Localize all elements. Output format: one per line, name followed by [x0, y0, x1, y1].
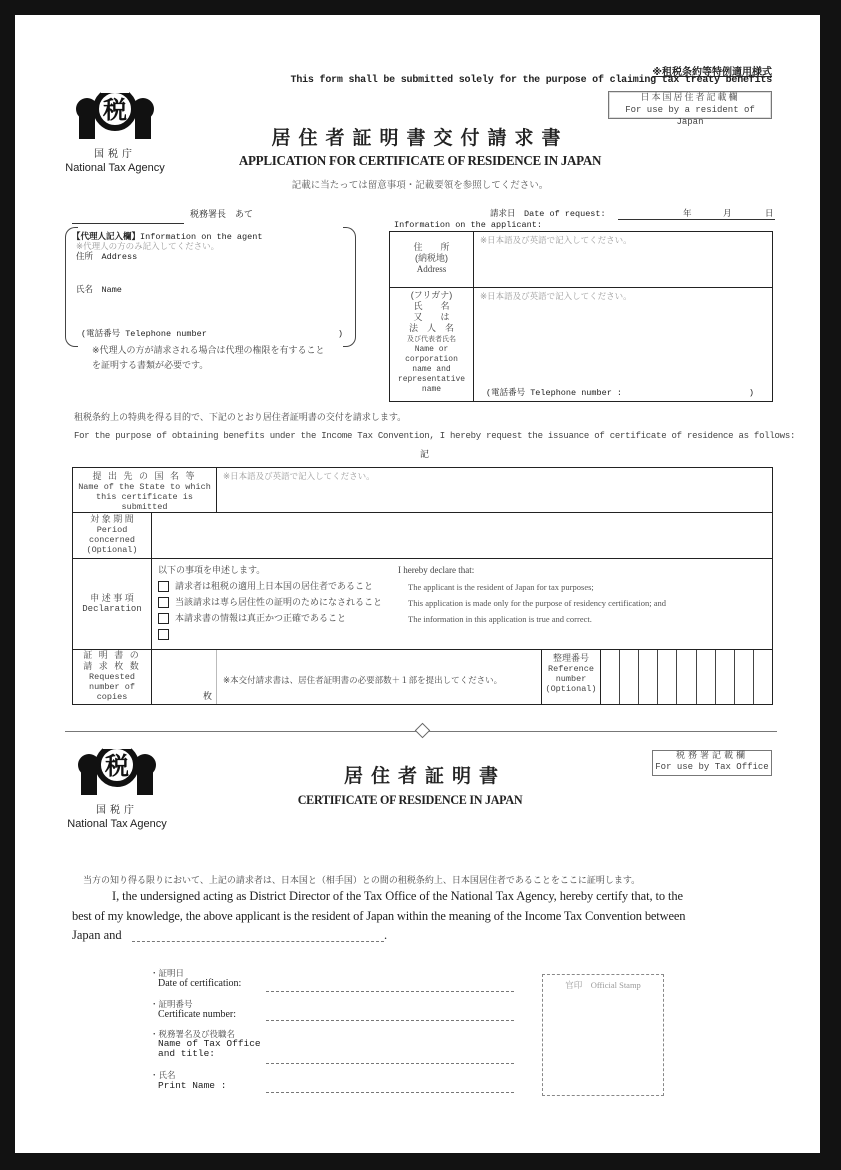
- request-date-label: 請求日 Date of request:: [490, 209, 606, 219]
- agent-phone-close: ): [337, 329, 343, 339]
- label-line: corporation: [405, 355, 458, 364]
- label-line: number of: [89, 682, 135, 692]
- applicant-address-hint: ※日本語及び英語で記入してください。: [480, 235, 632, 245]
- period-mark: .: [384, 928, 388, 942]
- addressee-suffix: 税務署長 あて: [190, 209, 254, 219]
- logo-en-text: National Tax Agency: [67, 818, 167, 830]
- nta-logo-icon: [75, 739, 159, 797]
- reference-digit-cell[interactable]: [601, 650, 620, 704]
- applicant-name-label: [390, 288, 474, 402]
- state-hint: ※日本語及び英語で記入してください。: [223, 471, 375, 481]
- label-line: 申 述 事 項: [90, 593, 134, 603]
- print-name-field[interactable]: [266, 1091, 514, 1093]
- certificate-statement-jp: 当方の知り得る限りにおいて、上記の請求者は、日本国と（相手国）との間の租税条約上、日本国居住者であることをここに証明します。: [83, 875, 641, 885]
- copies-field[interactable]: [152, 650, 217, 705]
- title-en: APPLICATION FOR CERTIFICATE OF RESIDENCE IN JAPAN: [238, 154, 602, 169]
- label-line: copies: [96, 692, 128, 702]
- declaration-item: [158, 613, 766, 629]
- reference-digit-cell[interactable]: [697, 650, 716, 704]
- cert-field-en: Name of Tax Office: [158, 1038, 261, 1049]
- applicant-table: [389, 231, 773, 402]
- agent-address-field[interactable]: [76, 252, 336, 280]
- applicant-phone-label: (電話番号 Telephone number :: [486, 388, 623, 398]
- agent-authority-note-2: を証明する書類が必要です。: [92, 360, 209, 370]
- agent-address-label: 住所 Address: [76, 252, 138, 262]
- label-line: 証 明 書 の: [83, 650, 141, 660]
- period-field[interactable]: [152, 513, 773, 559]
- tax-office-name-field[interactable]: [72, 213, 184, 224]
- official-stamp-box: [542, 974, 664, 1096]
- applicant-name-field[interactable]: [474, 288, 773, 402]
- cert-field-en: Print Name :: [158, 1080, 227, 1091]
- tax-office-use-box: [652, 750, 772, 776]
- certificate-title-jp: 居住者証明書: [343, 766, 506, 787]
- certificate-statement-en-3: Japan and: [72, 928, 122, 942]
- certificate-number-field[interactable]: [266, 1019, 514, 1021]
- declaration-intro-en: I hereby declare that:: [398, 565, 475, 575]
- request-date-day: 日: [765, 209, 774, 219]
- declaration-field: [152, 559, 773, 650]
- declaration-checkbox[interactable]: [158, 597, 169, 608]
- reference-digit-cell[interactable]: [639, 650, 658, 704]
- request-statement-en: For the purpose of obtaining benefits under the Income Tax Convention, I hereby request the issuance of certificate of residence as follows:: [74, 431, 796, 441]
- instructions-note: 記載に当たっては留意事項・記載要領を参照してください。: [291, 180, 549, 191]
- label-line: 又 は: [413, 312, 450, 322]
- label-line: (Optional): [86, 545, 138, 555]
- label-line: Name or: [414, 345, 449, 354]
- cert-field-number: [150, 999, 236, 1020]
- label-line: Declaration: [82, 604, 142, 614]
- logo-glyph: 税: [105, 752, 129, 780]
- cert-field-jp: ・税務署名及び役職名: [150, 1029, 236, 1039]
- treaty-notice: This form shall be submitted solely for the purpose of claiming tax treaty benefits: [290, 75, 772, 86]
- treaty-country-field[interactable]: [132, 940, 384, 942]
- date-of-certification-field[interactable]: [266, 990, 514, 992]
- declaration-item-en: This application is made only for the purpose of residency certification; and: [408, 598, 666, 608]
- copies-unit: 枚: [202, 691, 212, 701]
- nta-logo-certificate: [67, 739, 167, 830]
- resident-use-box-jp: 日本国居住者記載欄: [640, 93, 740, 103]
- reference-digit-cell[interactable]: [735, 650, 754, 704]
- form-page: [15, 15, 820, 1153]
- request-date: [490, 209, 775, 219]
- logo-glyph: 税: [103, 96, 127, 124]
- request-date-month: 月: [723, 209, 732, 219]
- reference-digit-cell[interactable]: [754, 650, 772, 704]
- label-line: 請 求 枚 数: [83, 661, 141, 671]
- declaration-intro-jp: 以下の事項を申述します。: [158, 565, 266, 575]
- declaration-item-en: The applicant is the resident of Japan for tax purposes;: [408, 582, 594, 592]
- logo-en-text: National Tax Agency: [65, 162, 165, 174]
- agent-authority-note-1: ※代理人の方が請求される場合は代理の権限を有すること: [92, 345, 325, 355]
- declaration-checkbox[interactable]: [158, 581, 169, 592]
- label-line: 提 出 先 の 国 名 等: [92, 471, 197, 481]
- label-line: 及び代表者氏名: [407, 336, 456, 343]
- reference-number-field[interactable]: [601, 650, 773, 705]
- certificate-statement-en-1: I, the undersigned acting as District Director of the Tax Office of the National Tax Agency, hereby certify that, to the: [112, 889, 684, 903]
- agent-phone-label: (電話番号 Telephone number: [81, 329, 207, 339]
- agent-heading-jp: 【代理人記入欄】: [72, 231, 141, 241]
- label-line: (フリガナ): [410, 290, 453, 300]
- state-field[interactable]: [217, 468, 773, 513]
- declaration-item: [158, 597, 766, 613]
- label-line: Name of the State to which: [78, 482, 211, 492]
- request-statement-jp: 租税条約上の特典を得る目的で、下記のとおり居住者証明書の交付を請求します。: [74, 412, 407, 422]
- copies-label: [73, 650, 152, 705]
- label-line: Period: [96, 525, 128, 535]
- details-table: [72, 467, 773, 705]
- agent-bracket-right: [343, 227, 356, 347]
- cert-field-jp: ・証明番号: [150, 999, 193, 1009]
- request-date-year: 年: [683, 209, 692, 219]
- official-stamp-label: 官印 Official Stamp: [565, 980, 641, 990]
- reference-digit-cell[interactable]: [677, 650, 696, 704]
- agent-phone-field[interactable]: [81, 329, 343, 339]
- agent-heading-en: Information on the agent: [140, 232, 263, 242]
- label-line: Reference: [548, 664, 594, 674]
- declaration-item: [158, 629, 766, 643]
- title-jp: 居住者証明書交付請求書: [271, 128, 569, 149]
- declaration-item-jp: 請求者は租税の適用上日本国の居住者であること: [175, 581, 374, 591]
- label-line: name: [421, 385, 442, 394]
- nta-logo-icon: [73, 83, 157, 141]
- form-type-label: ※租税条約等特例適用様式: [652, 67, 772, 78]
- resident-use-box: [608, 91, 772, 127]
- cert-field-en2: and title:: [158, 1048, 216, 1059]
- label-line: 法 人 名: [408, 323, 454, 333]
- label-line: Requested: [89, 672, 135, 682]
- agent-name-field[interactable]: [76, 285, 336, 325]
- certificate-statement-en-2: best of my knowledge, the above applicant is the resident of Japan within the meaning of the Income Tax Convention between: [72, 909, 686, 923]
- label-line: 住 所: [413, 242, 450, 252]
- reference-label: [542, 650, 601, 705]
- period-label: [73, 513, 152, 559]
- ki-mark: 記: [420, 449, 430, 459]
- label-line: 氏 名: [413, 301, 450, 311]
- declaration-label: [73, 559, 152, 650]
- applicant-heading: Information on the applicant:: [394, 220, 542, 230]
- label-line: this certificate is submitted: [96, 492, 193, 512]
- label-line: concerned: [89, 535, 135, 545]
- tax-office-use-en: For use by Tax Office: [655, 762, 769, 772]
- reference-digit-cell[interactable]: [716, 650, 735, 704]
- logo-jp-text: 国税庁: [94, 149, 136, 160]
- applicant-address-field[interactable]: [474, 232, 773, 288]
- reference-digits: [601, 650, 772, 704]
- cert-field-date: [150, 968, 241, 989]
- cert-field-en: Certificate number:: [158, 1009, 237, 1020]
- cert-field-jp: ・氏名: [150, 1070, 176, 1080]
- tax-office-title-field[interactable]: [266, 1062, 514, 1064]
- divider-diamond-icon: [415, 723, 431, 739]
- declaration-checkbox[interactable]: [158, 613, 169, 624]
- applicant-phone-close: ): [748, 388, 754, 398]
- declaration-item: [158, 581, 766, 597]
- copies-note-cell: [217, 650, 542, 705]
- state-label: [73, 468, 217, 513]
- label-line: (Optional): [545, 684, 597, 694]
- resident-use-box-en: For use by a resident of Japan: [625, 105, 755, 127]
- applicant-name-hint: ※日本語及び英語で記入してください。: [480, 291, 632, 301]
- applicant-address-label: [390, 232, 474, 288]
- reference-digit-cell[interactable]: [658, 650, 677, 704]
- declaration-item-jp: 本請求書の情報は真正かつ正確であること: [175, 613, 347, 623]
- nta-logo: [65, 83, 165, 174]
- agent-name-label: 氏名 Name: [76, 285, 122, 295]
- cert-field-jp: ・証明日: [150, 968, 185, 978]
- tax-office-use-jp: 税務署記載欄: [675, 751, 748, 761]
- applicant-phone-field[interactable]: [486, 388, 754, 398]
- reference-digit-cell[interactable]: [620, 650, 639, 704]
- label-line: Address: [416, 264, 447, 274]
- agent-note: ※代理人の方のみ記入してください。: [76, 241, 220, 251]
- request-date-field[interactable]: [618, 219, 775, 220]
- declaration-item-en: The information in this application is true and correct.: [408, 614, 592, 624]
- declaration-checkbox[interactable]: [158, 629, 169, 640]
- declaration-item-jp: 当該請求は専ら居住性の証明のためになされること: [175, 597, 383, 607]
- cert-field-en: Date of certification:: [158, 978, 242, 989]
- cert-field-name: [150, 1070, 226, 1091]
- label-line: (納税地): [415, 253, 448, 263]
- label-line: representative: [397, 375, 466, 384]
- label-line: number: [555, 674, 587, 684]
- logo-jp-text: 国税庁: [96, 805, 138, 816]
- label-line: name and: [412, 365, 451, 374]
- copies-note: ※本交付請求書は、居住者証明書の必要部数＋１部を提出してください。: [223, 674, 503, 685]
- cert-field-office: [150, 1029, 261, 1059]
- label-line: 整理番号: [552, 653, 589, 663]
- label-line: 対 象 期 間: [90, 514, 134, 524]
- certificate-title-en: CERTIFICATE OF RESIDENCE IN JAPAN: [297, 792, 523, 807]
